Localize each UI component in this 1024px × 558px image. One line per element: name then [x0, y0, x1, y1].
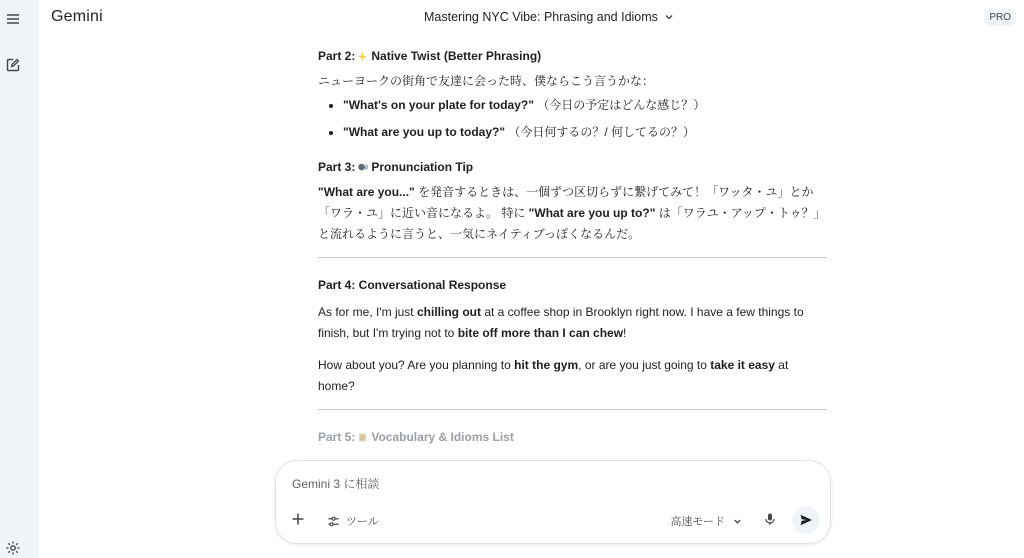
conversation-title-menu[interactable]	[424, 10, 674, 24]
prompt-composer[interactable]	[275, 460, 831, 544]
send-button[interactable]	[792, 506, 820, 534]
conversation-title: Mastering NYC Vibe: Phrasing and Idioms	[424, 10, 658, 24]
microphone-icon[interactable]	[763, 512, 777, 526]
add-attachment-icon[interactable]	[291, 512, 305, 526]
part4-paragraph-2: How about you? Are you planning to hit the gym, or are you just going to take it easy at home?	[318, 358, 789, 393]
chevron-down-icon	[733, 517, 742, 526]
phrase-list	[318, 95, 827, 143]
part4-heading: Part 4: Conversational Response	[318, 278, 507, 292]
menu-icon[interactable]	[5, 11, 21, 27]
tools-label: ツール	[346, 516, 379, 528]
sidebar-rail	[0, 0, 39, 558]
model-mode-selector[interactable]	[670, 513, 742, 529]
sparkles-icon	[357, 51, 368, 62]
part3-heading: Part 3: Pronunciation Tip	[318, 160, 474, 174]
part2-intro: ニューヨークの街角で友達に会った時、僕ならこう言うかな：	[318, 74, 655, 88]
list-item: "What's on your plate for today?" （今日の予定はどんな感じ？）	[318, 95, 827, 116]
divider	[318, 257, 827, 258]
app-brand[interactable]: Gemini	[51, 8, 103, 25]
part3-body: "What are you..." を発音するときは、一個ずつ区切らずに繋げてみて！「ワッタ・ユ」とか「ワラ・ユ」に近い音になるよ。 特に "What are you up to?" は「ワラユ・アップ・トゥ？」と流れるように言うと、一気にネイティブっぽくなるんだ。	[318, 185, 826, 241]
divider	[318, 409, 827, 410]
list-item: "What are you up to today?" （今日何するの？/ 何してるの？）	[318, 122, 827, 143]
speaking-head-icon	[357, 162, 368, 173]
prompt-input[interactable]: Gemini 3 に相談	[292, 477, 380, 491]
plan-badge[interactable]: PRO	[984, 9, 1016, 26]
tools-sliders-icon	[327, 515, 340, 528]
mode-label: 高速モード	[670, 516, 725, 528]
part2-heading: Part 2: Native Twist (Better Phrasing)	[318, 49, 542, 63]
settings-icon[interactable]	[5, 540, 21, 556]
chevron-down-icon	[664, 12, 674, 22]
tools-button[interactable]	[327, 513, 379, 529]
part4-paragraph-1: As for me, I'm just chilling out at a coffee shop in Brooklyn right now. I have a few things to finish, but I'm trying not to bite off more than I can chew!	[318, 305, 804, 340]
new-chat-icon[interactable]	[5, 57, 21, 73]
response-content	[318, 44, 827, 448]
notepad-icon	[357, 432, 368, 443]
part5-heading: Part 5: Vocabulary & Idioms List	[318, 430, 514, 444]
send-icon	[799, 513, 813, 527]
